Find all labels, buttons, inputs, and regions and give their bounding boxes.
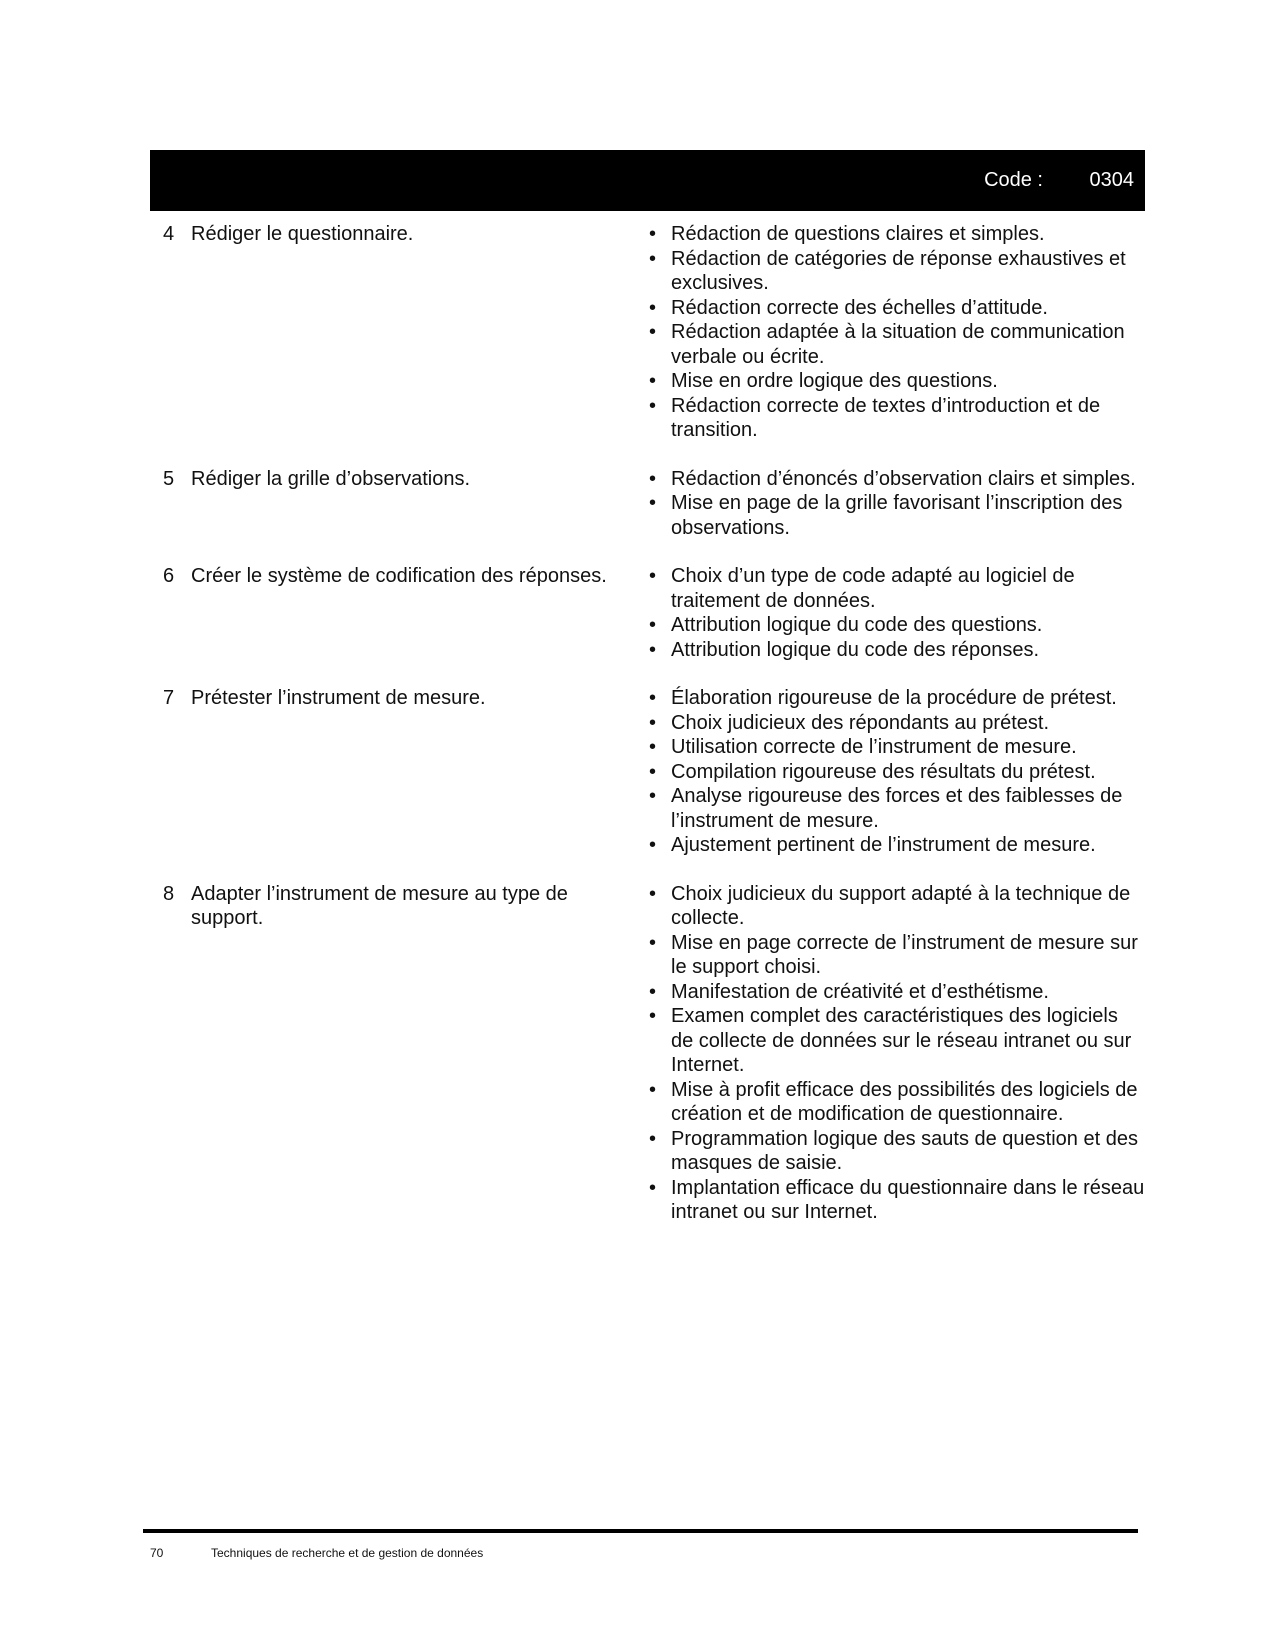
criteria-text: Compilation rigoureuse des résultats du prétest.	[671, 760, 1096, 783]
criteria-list	[645, 882, 1145, 1225]
criteria-text: Rédaction de questions claires et simples.	[671, 223, 1045, 245]
bullet-icon: •	[649, 321, 657, 343]
task-cell	[150, 564, 645, 662]
criteria-text: Attribution logique du code des réponses.	[671, 638, 1040, 661]
criteria-text: Mise en ordre logique des questions.	[671, 370, 998, 392]
criteria-cell	[645, 467, 1145, 541]
task-row	[150, 222, 1145, 443]
criteria-text: Rédaction d’énoncés d’observation clairs et simples.	[671, 467, 1136, 490]
criteria-cell	[645, 882, 1145, 1225]
criteria-item	[645, 833, 1145, 858]
criteria-item	[645, 1004, 1145, 1078]
task-text: Rédiger la grille d’observations.	[191, 467, 471, 490]
bullet-icon: •	[649, 785, 657, 807]
bullet-icon: •	[649, 370, 657, 392]
criteria-text: Rédaction correcte de textes d’introduction et de transition.	[671, 394, 1101, 441]
criteria-text: Choix judicieux du support adapté à la technique de collecte.	[671, 882, 1131, 929]
criteria-item	[645, 491, 1145, 540]
task-text: Créer le système de codification des réponses.	[191, 565, 607, 587]
task-number: 5	[163, 467, 175, 490]
criteria-item	[645, 467, 1145, 492]
criteria-item	[645, 882, 1145, 931]
code-label: Code :	[984, 169, 1043, 191]
footer-title: Techniques de recherche et de gestion de données	[211, 1546, 484, 1560]
task-criteria-table	[150, 222, 1145, 1249]
bullet-icon: •	[649, 638, 657, 661]
bullet-icon: •	[649, 834, 657, 856]
task-cell	[150, 222, 645, 443]
bullet-icon: •	[649, 687, 657, 709]
criteria-item	[645, 784, 1145, 833]
criteria-list	[645, 564, 1145, 662]
task-row	[150, 467, 1145, 541]
criteria-item	[645, 760, 1145, 785]
task-row	[150, 686, 1145, 858]
criteria-item	[645, 369, 1145, 394]
code-value: 0304	[1089, 169, 1134, 191]
criteria-item	[645, 247, 1145, 296]
criteria-cell	[645, 222, 1145, 443]
bullet-icon: •	[649, 223, 657, 245]
task-text: Adapter l’instrument de mesure au type de support.	[191, 882, 568, 929]
task-number: 4	[163, 223, 175, 245]
bullet-icon: •	[649, 760, 657, 783]
criteria-cell	[645, 686, 1145, 858]
criteria-text: Rédaction de catégories de réponse exhaustives et exclusives.	[671, 247, 1126, 294]
criteria-text: Mise en page correcte de l’instrument de mesure sur le support choisi.	[671, 931, 1138, 978]
criteria-item	[645, 1127, 1145, 1176]
criteria-item	[645, 222, 1145, 247]
bullet-icon: •	[649, 736, 657, 758]
criteria-text: Mise en page de la grille favorisant l’inscription des observations.	[671, 492, 1123, 539]
bullet-icon: •	[649, 614, 657, 636]
task-cell	[150, 686, 645, 858]
task-row	[150, 564, 1145, 662]
task-cell	[150, 882, 645, 1225]
criteria-item	[645, 711, 1145, 736]
criteria-item	[645, 296, 1145, 321]
criteria-item	[645, 638, 1145, 663]
criteria-text: Élaboration rigoureuse de la procédure de prétest.	[671, 687, 1117, 709]
task-number: 7	[163, 687, 175, 709]
criteria-text: Rédaction correcte des échelles d’attitude.	[671, 296, 1048, 319]
criteria-text: Ajustement pertinent de l’instrument de mesure.	[671, 834, 1096, 856]
criteria-text: Implantation efficace du questionnaire dans le réseau intranet ou sur Internet.	[671, 1176, 1145, 1223]
criteria-item	[645, 980, 1145, 1005]
bullet-icon: •	[649, 247, 657, 270]
bullet-icon: •	[649, 980, 657, 1003]
task-cell	[150, 467, 645, 541]
criteria-item	[645, 686, 1145, 711]
task-number: 8	[163, 882, 175, 905]
criteria-item	[645, 1078, 1145, 1127]
bullet-icon: •	[649, 1005, 657, 1027]
task-text: Rédiger le questionnaire.	[191, 223, 414, 245]
criteria-item	[645, 931, 1145, 980]
criteria-text: Choix d’un type de code adapté au logiciel de traitement de données.	[671, 565, 1075, 612]
bullet-icon: •	[649, 1078, 657, 1101]
criteria-item	[645, 320, 1145, 369]
footer-rule	[143, 1529, 1138, 1533]
bullet-icon: •	[649, 931, 657, 954]
criteria-text: Rédaction adaptée à la situation de communication verbale ou écrite.	[671, 321, 1125, 368]
criteria-item	[645, 394, 1145, 443]
bullet-icon: •	[649, 711, 657, 734]
task-text: Prétester l’instrument de mesure.	[191, 687, 486, 709]
criteria-text: Examen complet des caractéristiques des logiciels de collecte de données sur le réseau intranet ou sur Internet.	[671, 1005, 1132, 1076]
criteria-text: Analyse rigoureuse des forces et des faiblesses de l’instrument de mesure.	[671, 785, 1123, 832]
criteria-list	[645, 467, 1145, 541]
bullet-icon: •	[649, 296, 657, 319]
criteria-text: Mise à profit efficace des possibilités des logiciels de création et de modification de questionnaire.	[671, 1078, 1138, 1125]
criteria-item	[645, 613, 1145, 638]
criteria-text: Utilisation correcte de l’instrument de mesure.	[671, 736, 1077, 758]
criteria-item	[645, 735, 1145, 760]
bullet-icon: •	[649, 1176, 657, 1199]
criteria-list	[645, 686, 1145, 858]
header-bar	[150, 150, 1145, 211]
criteria-text: Manifestation de créativité et d’esthétisme.	[671, 980, 1049, 1003]
bullet-icon: •	[649, 467, 657, 490]
bullet-icon: •	[649, 492, 657, 514]
bullet-icon: •	[649, 882, 657, 905]
footer-page-number: 70	[150, 1546, 164, 1560]
criteria-cell	[645, 564, 1145, 662]
criteria-list	[645, 222, 1145, 443]
task-row	[150, 882, 1145, 1225]
task-number: 6	[163, 565, 175, 587]
bullet-icon: •	[649, 565, 657, 587]
criteria-item	[645, 1176, 1145, 1225]
bullet-icon: •	[649, 394, 657, 417]
criteria-text: Attribution logique du code des questions.	[671, 614, 1043, 636]
bullet-icon: •	[649, 1127, 657, 1150]
criteria-item	[645, 564, 1145, 613]
criteria-text: Choix judicieux des répondants au prétest.	[671, 711, 1050, 734]
criteria-text: Programmation logique des sauts de question et des masques de saisie.	[671, 1127, 1138, 1174]
